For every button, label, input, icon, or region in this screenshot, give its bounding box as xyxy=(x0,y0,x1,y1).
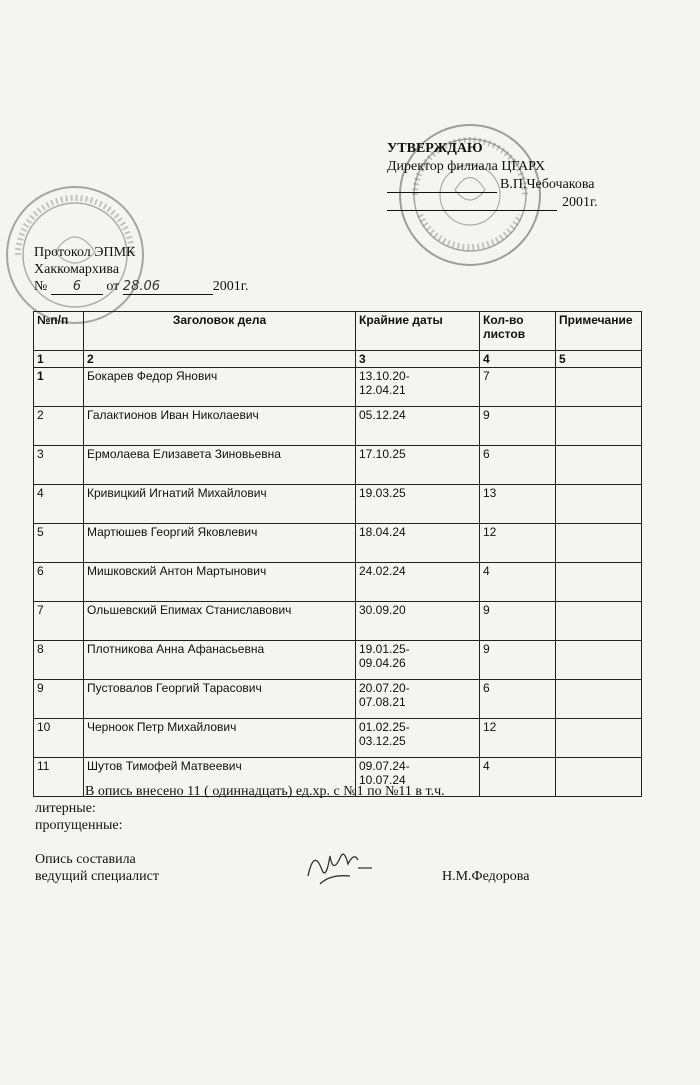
protocol-line2: Хаккомархива xyxy=(34,262,120,277)
header-title: Заголовок дела xyxy=(84,312,356,351)
summary-text: В опись внесено 11 ( одиннадцать) ед.хр. с №1 по №11 в т.ч. xyxy=(85,784,445,799)
table-row xyxy=(34,407,642,446)
row-number-cell: 7 xyxy=(34,602,84,641)
table-body xyxy=(34,368,642,797)
date-line: 10.07.24 xyxy=(359,773,406,787)
date-line: 30.09.20 xyxy=(359,603,406,617)
row-sheets-cell: 12 xyxy=(480,524,556,563)
literal-label: литерные: xyxy=(35,801,96,816)
row-note-cell xyxy=(556,641,642,680)
inventory-table xyxy=(33,311,642,797)
header-note: Примечание xyxy=(556,312,642,351)
row-number-cell: 5 xyxy=(34,524,84,563)
approval-block xyxy=(387,140,667,212)
protocol-year: 2001г. xyxy=(212,279,249,294)
date-line: 07.08.21 xyxy=(359,695,406,709)
row-title-cell: Галактионов Иван Николаевич xyxy=(84,407,356,446)
row-number-cell: 4 xyxy=(34,485,84,524)
row-note-cell xyxy=(556,368,642,407)
protocol-from-label: от xyxy=(106,279,120,294)
column-number: 4 xyxy=(480,351,556,368)
table-row xyxy=(34,368,642,407)
row-sheets-cell: 6 xyxy=(480,680,556,719)
row-title-cell: Мартюшев Георгий Яковлевич xyxy=(84,524,356,563)
row-number-cell: 9 xyxy=(34,680,84,719)
footer-block xyxy=(35,783,655,885)
table-row xyxy=(34,680,642,719)
protocol-block xyxy=(34,244,294,296)
row-number-cell: 8 xyxy=(34,641,84,680)
approval-year: 2001г. xyxy=(562,195,598,210)
row-dates-cell xyxy=(356,368,480,407)
date-line: 13.10.20- xyxy=(359,369,410,383)
approval-position: Директор филиала ЦГАРХ xyxy=(387,159,546,174)
date-line: 01.02.25- xyxy=(359,720,410,734)
row-note-cell xyxy=(556,719,642,758)
row-dates-cell xyxy=(356,446,480,485)
row-note-cell xyxy=(556,680,642,719)
row-dates-cell xyxy=(356,485,480,524)
row-title-cell: Пустовалов Георгий Тарасович xyxy=(84,680,356,719)
row-sheets-cell: 4 xyxy=(480,563,556,602)
date-line: 20.07.20- xyxy=(359,681,410,695)
date-line: 09.07.24- xyxy=(359,759,410,773)
row-sheets-cell: 4 xyxy=(480,758,556,797)
row-title-cell: Бокарев Федор Янович xyxy=(84,368,356,407)
row-sheets-cell: 12 xyxy=(480,719,556,758)
row-number-cell: 6 xyxy=(34,563,84,602)
date-line: 12.04.21 xyxy=(359,383,406,397)
date-line: 18.04.24 xyxy=(359,525,406,539)
header-sheets: Кол-во листов xyxy=(480,312,556,351)
row-title-cell: Ермолаева Елизавета Зиновьевна xyxy=(84,446,356,485)
protocol-line1: Протокол ЭПМК xyxy=(34,245,136,260)
row-number-cell: 1 xyxy=(34,368,84,407)
approval-title: УТВЕРЖДАЮ xyxy=(387,141,483,156)
date-line: 24.02.24 xyxy=(359,564,406,578)
row-sheets-cell: 13 xyxy=(480,485,556,524)
row-sheets-cell: 6 xyxy=(480,446,556,485)
header-dates: Крайние даты xyxy=(356,312,480,351)
row-note-cell xyxy=(556,407,642,446)
column-number: 3 xyxy=(356,351,480,368)
row-title-cell: Шутов Тимофей Матвеевич xyxy=(84,758,356,797)
role-label: ведущий специалист xyxy=(35,869,159,884)
signer-name: Н.М.Федорова xyxy=(442,869,530,884)
row-note-cell xyxy=(556,446,642,485)
row-title-cell: Кривицкий Игнатий Михайлович xyxy=(84,485,356,524)
protocol-number-value: 6 xyxy=(72,279,81,294)
handwritten-signature xyxy=(300,846,380,891)
date-line: 09.04.26 xyxy=(359,656,406,670)
row-number-cell: 2 xyxy=(34,407,84,446)
row-title-cell: Мишковский Антон Мартынович xyxy=(84,563,356,602)
row-number-cell: 3 xyxy=(34,446,84,485)
date-line: 19.01.25- xyxy=(359,642,410,656)
row-note-cell xyxy=(556,602,642,641)
row-note-cell xyxy=(556,563,642,602)
table-header-row xyxy=(34,312,642,351)
row-dates-cell xyxy=(356,680,480,719)
skipped-label: пропущенные: xyxy=(35,818,123,833)
column-number: 1 xyxy=(34,351,84,368)
date-line: 05.12.24 xyxy=(359,408,406,422)
approval-name: В.П.Чебочакова xyxy=(500,177,595,192)
row-dates-cell xyxy=(356,641,480,680)
table-column-numbers-row xyxy=(34,351,642,368)
row-sheets-cell: 7 xyxy=(480,368,556,407)
row-dates-cell xyxy=(356,563,480,602)
row-dates-cell xyxy=(356,602,480,641)
header-number: №п/п xyxy=(34,312,84,351)
row-number-cell: 11 xyxy=(34,758,84,797)
row-dates-cell xyxy=(356,407,480,446)
row-title-cell: Ольшевский Епимах Станиславович xyxy=(84,602,356,641)
protocol-date-value: 28.06 xyxy=(122,279,161,294)
table-row xyxy=(34,719,642,758)
table-row xyxy=(34,641,642,680)
row-number-cell: 10 xyxy=(34,719,84,758)
row-title-cell: Черноок Петр Михайлович xyxy=(84,719,356,758)
date-line: 17.10.25 xyxy=(359,447,406,461)
protocol-number-prefix: № xyxy=(34,279,48,294)
row-title-cell: Плотникова Анна Афанасьевна xyxy=(84,641,356,680)
row-note-cell xyxy=(556,524,642,563)
row-sheets-cell: 9 xyxy=(480,641,556,680)
row-sheets-cell: 9 xyxy=(480,602,556,641)
row-sheets-cell: 9 xyxy=(480,407,556,446)
row-note-cell xyxy=(556,485,642,524)
composed-label: Опись составила xyxy=(35,852,136,867)
table-row xyxy=(34,446,642,485)
table-row xyxy=(34,602,642,641)
table-row xyxy=(34,485,642,524)
table-row xyxy=(34,563,642,602)
row-dates-cell xyxy=(356,719,480,758)
table-row xyxy=(34,524,642,563)
row-dates-cell xyxy=(356,524,480,563)
date-line: 03.12.25 xyxy=(359,734,406,748)
column-number: 2 xyxy=(84,351,356,368)
date-line: 19.03.25 xyxy=(359,486,406,500)
column-number: 5 xyxy=(556,351,642,368)
